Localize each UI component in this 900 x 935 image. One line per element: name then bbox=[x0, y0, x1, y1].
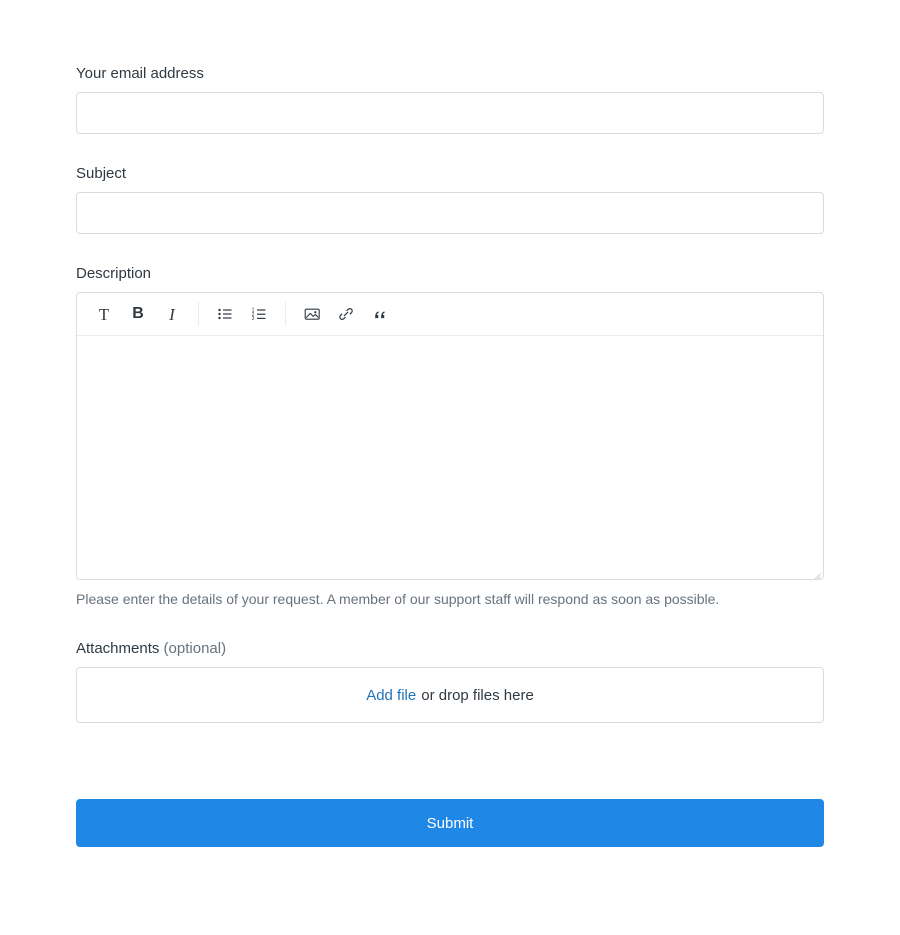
editor-toolbar bbox=[77, 293, 823, 336]
add-file-link[interactable]: Add file bbox=[366, 686, 417, 704]
toolbar-group-text bbox=[87, 299, 189, 329]
rich-text-editor bbox=[76, 292, 824, 580]
description-hint: Please enter the details of your request. A member of our support staff will respond as soon as possible. bbox=[76, 591, 720, 607]
svg-text:3: 3 bbox=[251, 316, 255, 322]
spacer bbox=[76, 134, 824, 164]
attachments-label bbox=[76, 639, 824, 659]
subject-label: Subject bbox=[76, 165, 127, 182]
description-field-group bbox=[76, 264, 824, 609]
numbered-list-icon[interactable] bbox=[242, 299, 276, 329]
attachments-optional-text: (optional) bbox=[163, 640, 227, 657]
text-style-icon[interactable]: T bbox=[87, 299, 121, 329]
bulleted-list-icon[interactable] bbox=[208, 299, 242, 329]
toolbar-divider bbox=[198, 302, 199, 326]
toolbar-group-insert bbox=[295, 299, 397, 329]
email-input[interactable] bbox=[76, 92, 824, 134]
italic-icon[interactable]: I bbox=[155, 299, 189, 329]
description-editor-body bbox=[77, 336, 823, 579]
quote-icon[interactable] bbox=[363, 299, 397, 329]
description-input[interactable] bbox=[77, 336, 823, 579]
svg-text:2: 2 bbox=[251, 311, 255, 318]
toolbar-divider bbox=[285, 302, 286, 326]
svg-text:1: 1 bbox=[251, 307, 255, 314]
spacer bbox=[76, 723, 824, 799]
link-icon[interactable] bbox=[329, 299, 363, 329]
subject-field-group bbox=[76, 164, 824, 234]
attachments-field-group bbox=[76, 639, 824, 723]
description-label: Description bbox=[76, 265, 152, 282]
attachments-dropzone[interactable] bbox=[76, 667, 824, 723]
email-field-group bbox=[76, 64, 824, 134]
bold-icon[interactable]: B bbox=[121, 299, 155, 329]
spacer bbox=[76, 609, 824, 639]
editor-resize-handle[interactable] bbox=[809, 565, 821, 577]
attachments-label-text: Attachments bbox=[76, 640, 160, 657]
spacer bbox=[76, 234, 824, 264]
email-label: Your email address bbox=[76, 65, 204, 82]
subject-input[interactable] bbox=[76, 192, 824, 234]
drop-files-text: or drop files here bbox=[421, 686, 534, 704]
toolbar-group-lists bbox=[208, 299, 276, 329]
support-request-form bbox=[76, 64, 824, 847]
image-icon[interactable] bbox=[295, 299, 329, 329]
submit-button[interactable]: Submit bbox=[76, 799, 824, 847]
